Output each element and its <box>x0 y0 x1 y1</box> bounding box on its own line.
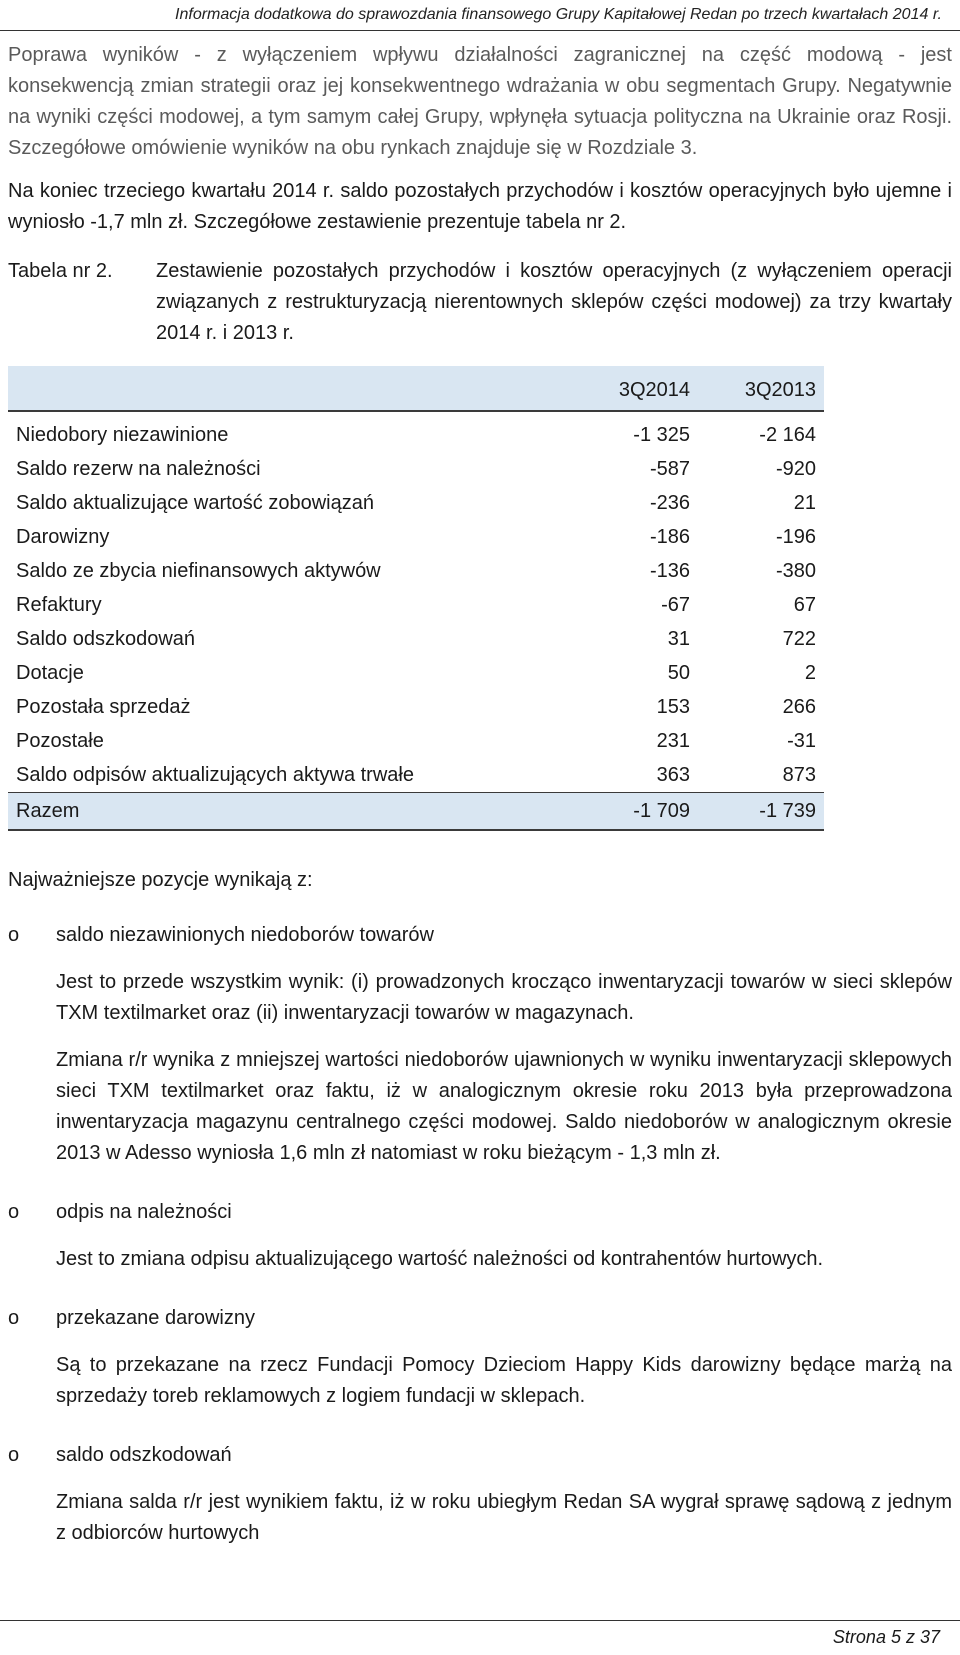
table-row <box>8 724 824 758</box>
row-value: 153 <box>656 695 690 718</box>
table-header-label <box>8 366 572 411</box>
table-total-row <box>8 793 824 831</box>
page-header <box>0 0 960 31</box>
bullet-marker: o <box>8 1201 20 1223</box>
list-item-title: saldo odszkodowań <box>56 1444 232 1466</box>
row-label: Niedobory niezawinione <box>16 423 229 446</box>
list-item <box>8 920 952 1169</box>
table-row <box>8 588 824 622</box>
row-value: 21 <box>793 491 816 514</box>
list-item-description: Jest to zmiana odpisu aktualizującego wartość należności od kontrahentów hurtowych. <box>56 1248 824 1270</box>
row-value: -196 <box>775 525 816 548</box>
table-caption-label: Tabela nr 2. <box>8 260 113 282</box>
row-value: -920 <box>775 457 816 480</box>
table-row <box>8 411 824 452</box>
table-row <box>8 690 824 724</box>
list-item-description: Jest to przede wszystkim wynik: (i) prowadzonych krocząco inwentaryzacji towarów w sieci sklepów TXM textilmarket oraz (ii) inwentaryzacji towarów w magazynach. <box>56 971 952 1024</box>
list-item-description: Zmiana r/r wynika z mniejszej wartości niedoborów ujawnionych w wyniku inwentaryzacji sklepowych sieci TXM textilmarket oraz faktu, iż w analogicznym okresie roku 2013 była przeprowadzona inwentaryzacja magazynu centralnego części modowej. Saldo niedoborów w analogicznym okresie 2013 w Adesso wyniosła 1,6 mln zł natomiast w roku bieżącym - 1,3 mln zł. <box>56 1049 952 1164</box>
bullet-marker: o <box>8 924 20 946</box>
document-body <box>8 40 952 1549</box>
row-value: -1 325 <box>633 423 690 446</box>
row-value: 266 <box>782 695 816 718</box>
table-row <box>8 758 824 793</box>
table-body <box>8 411 824 830</box>
total-value: -1 709 <box>572 793 698 831</box>
row-value: 67 <box>793 593 816 616</box>
bullet-marker: o <box>8 1444 20 1466</box>
table-header-3q2014: 3Q2014 <box>572 366 698 411</box>
row-label: Pozostałe <box>16 729 104 752</box>
bullet-marker: o <box>8 1307 20 1329</box>
table-caption-text: Zestawienie pozostałych przychodów i kosztów operacyjnych (z wyłączeniem operacji związanych z restrukturyzacją nierentownych sklepów części modowej) za trzy kwartały 2014 r. i 2013 r. <box>156 260 952 344</box>
table-row <box>8 520 824 554</box>
table-header-row <box>8 366 824 411</box>
row-value: 873 <box>698 758 824 793</box>
table-row <box>8 622 824 656</box>
row-value: -2 164 <box>759 423 816 446</box>
row-label: Saldo ze zbycia niefinansowych aktywów <box>16 559 381 582</box>
row-label: Saldo odpisów aktualizujących aktywa trwałe <box>8 758 572 793</box>
row-value: -136 <box>649 559 690 582</box>
financial-table <box>8 366 824 831</box>
paragraph-results: Poprawa wyników - z wyłączeniem wpływu działalności zagranicznej na część modową - jest konsekwencją zmian strategii oraz jej konsekwentnego wdrażania w obu segmentach Grupy. Negatywnie na wyniki części modowej, a tym samym całej Grupy, wpłynęła sytuacja polityczna na Ukrainie oraz Rosji. Szczegółowe omówienie wyników na obu rynkach znajduje się w Rozdziale 3. <box>8 44 952 159</box>
paragraph-balance: Na koniec trzeciego kwartału 2014 r. saldo pozostałych przychodów i kosztów operacyjnych było ujemne i wyniosło -1,7 mln zł. Szczegółowe zestawienie prezentuje tabela nr 2. <box>8 180 952 233</box>
header-title: Informacja dodatkowa do sprawozdania finansowego Grupy Kapitałowej Redan po trzech kwartałach 2014 r. <box>175 6 942 23</box>
table-row <box>8 554 824 588</box>
row-value: 363 <box>572 758 698 793</box>
table-row <box>8 452 824 486</box>
row-value: -236 <box>649 491 690 514</box>
row-value: 31 <box>667 627 690 650</box>
row-value: -380 <box>775 559 816 582</box>
list-item-description: Zmiana salda r/r jest wynikiem faktu, iż w roku ubiegłym Redan SA wygrał sprawę sądową z jednym z odbiorców hurtowych <box>56 1491 952 1544</box>
row-value: -186 <box>649 525 690 548</box>
row-value: -31 <box>787 729 816 752</box>
table-caption <box>8 256 952 352</box>
row-label: Darowizny <box>16 525 110 548</box>
row-label: Saldo aktualizujące wartość zobowiązań <box>16 491 374 514</box>
row-label: Saldo odszkodowań <box>16 627 196 650</box>
row-value: -587 <box>649 457 690 480</box>
list-item-title: saldo niezawinionych niedoborów towarów <box>56 924 434 946</box>
row-label: Pozostała sprzedaż <box>16 695 191 718</box>
row-label: Refaktury <box>16 593 102 616</box>
items-list <box>8 920 952 1549</box>
table-row <box>8 486 824 520</box>
list-item <box>8 1303 952 1412</box>
list-item-description: Są to przekazane na rzecz Fundacji Pomocy Dzieciom Happy Kids darowizny będące marżą na sprzedaży toreb reklamowych z logiem fundacji w sklepach. <box>56 1354 952 1407</box>
list-item-title: odpis na należności <box>56 1201 232 1223</box>
list-item <box>8 1440 952 1549</box>
page-number: Strona 5 z 37 <box>832 1627 940 1647</box>
row-value: 231 <box>656 729 690 752</box>
table-header-3q2013: 3Q2013 <box>698 366 824 411</box>
page-footer <box>0 1620 960 1655</box>
row-label: Dotacje <box>16 661 84 684</box>
list-item-title: przekazane darowizny <box>56 1307 255 1329</box>
list-item <box>8 1197 952 1275</box>
row-label: Saldo rezerw na należności <box>16 457 261 480</box>
total-value: -1 739 <box>698 793 824 831</box>
row-value: -67 <box>661 593 690 616</box>
row-value: 2 <box>804 661 816 684</box>
items-intro: Najważniejsze pozycje wynikają z: <box>8 869 313 891</box>
row-value: 722 <box>782 627 816 650</box>
total-label: Razem <box>8 793 572 831</box>
table-row <box>8 656 824 690</box>
row-value: 50 <box>667 661 690 684</box>
